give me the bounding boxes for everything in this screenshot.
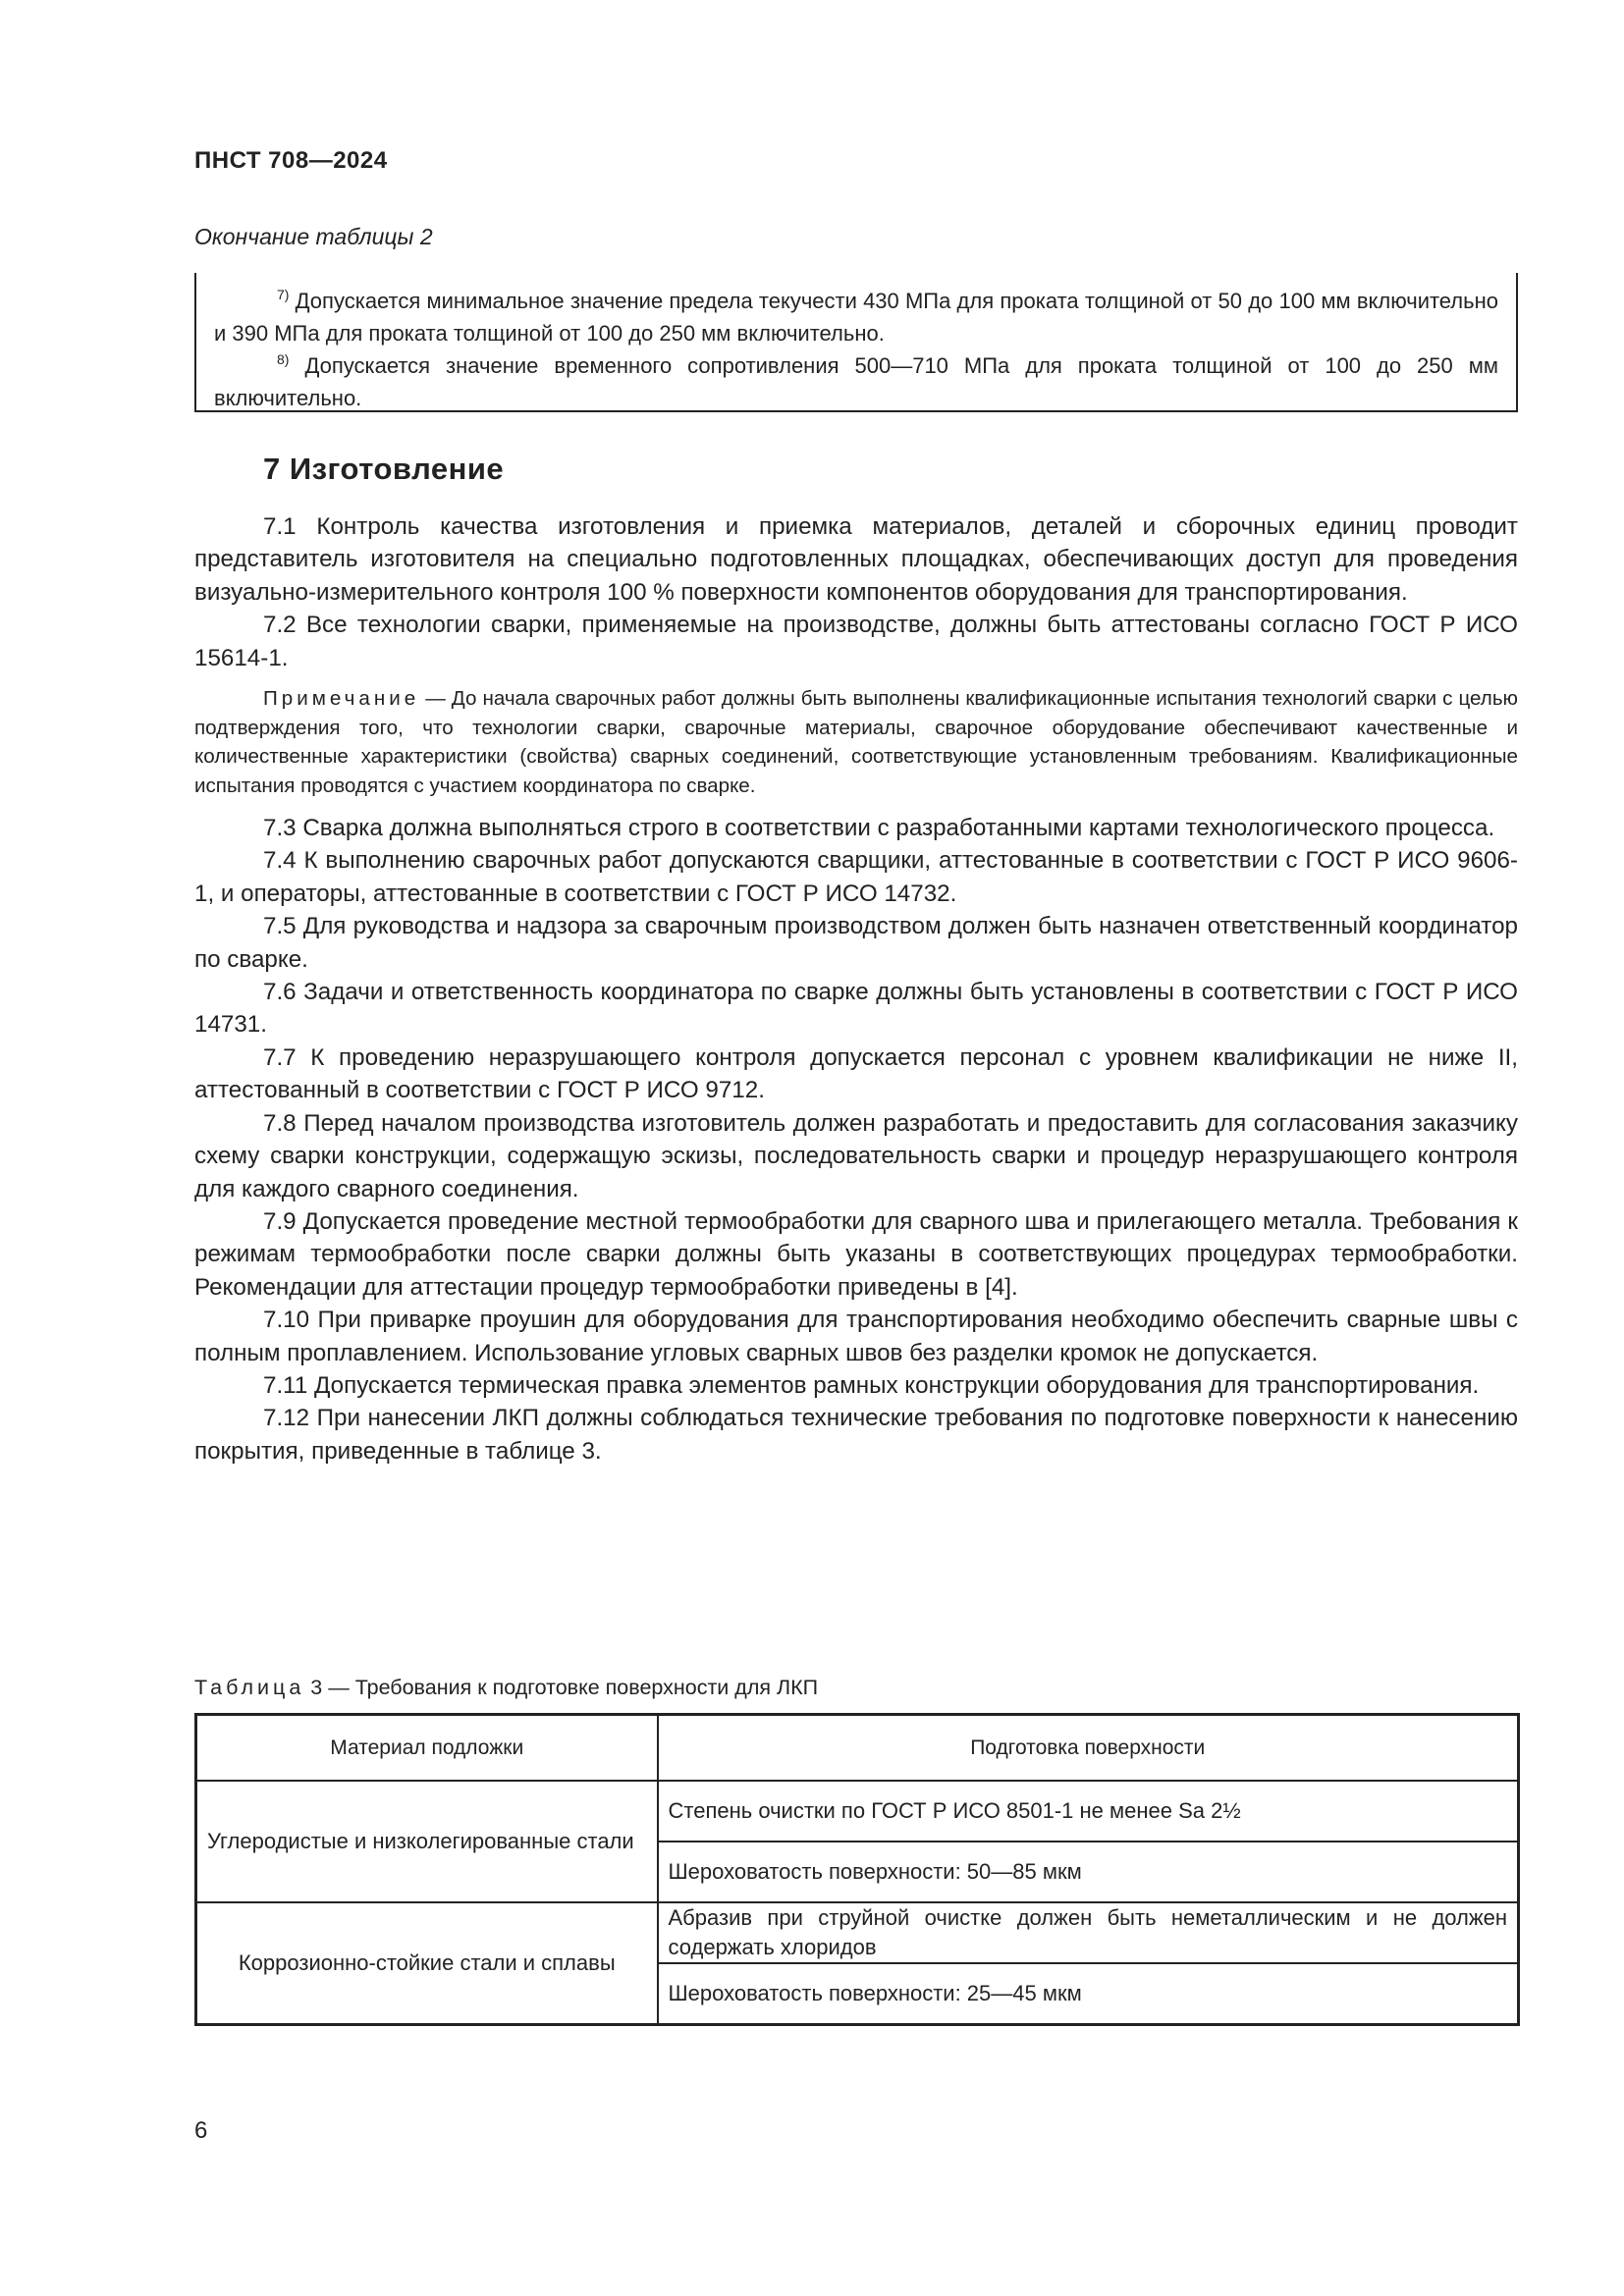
table-row (196, 1902, 1519, 1963)
table-caption-label: Таблица (194, 1676, 305, 1699)
paragraph-7-2: 7.2 Все технологии сварки, применяемые на производстве, должны быть аттестованы согласно ГОСТ Р ИСО 15614-1. (194, 612, 1518, 671)
material-cell: Углеродистые и низколегированные стали (196, 1781, 658, 1902)
footnote-text: Допускается значение временного сопротивления 500—710 МПа для проката толщиной от 100 до 250 мм включительно. (214, 353, 1498, 410)
section-title: 7 Изготовление (263, 452, 505, 486)
page-number: 6 (194, 2117, 208, 2144)
preparation-cell: Шероховатость поверхности: 50—85 мкм (658, 1842, 1519, 1902)
footnote-text: Допускается минимальное значение предела текучести 430 МПа для проката толщиной от 50 до 100 мм включительно и 390 МПа для проката толщиной от 100 до 250 мм включительно. (214, 289, 1498, 346)
table-continuation-label: Окончание таблицы 2 (194, 224, 433, 249)
paragraph-7-10: 7.10 При приварке проушин для оборудования для транспортирования необходимо обеспечить сварные швы с полным проплавлением. Использование угловых сварных швов без разделки кромок не допускается. (194, 1307, 1518, 1366)
paragraph-7-5: 7.5 Для руководства и надзора за сварочным производством должен быть назначен ответственный координатор по сварке. (194, 913, 1518, 973)
footnote-mark: 7) (277, 287, 290, 302)
paragraph-7-4: 7.4 К выполнению сварочных работ допускаются сварщики, аттестованные в соответствии с ГОСТ Р ИСО 9606-1, и операторы, аттестованные в соответствии с ГОСТ Р ИСО 14732. (194, 847, 1518, 907)
preparation-cell: Степень очистки по ГОСТ Р ИСО 8501-1 не менее Sa 2½ (658, 1781, 1519, 1842)
footnotes-box (194, 273, 1518, 412)
note-paragraph (194, 684, 1518, 800)
material-cell: Коррозионно-стойкие стали и сплавы (196, 1902, 658, 2025)
paragraph-7-11: 7.11 Допускается термическая правка элементов рамных конструкции оборудования для транспортирования. (263, 1371, 1480, 1399)
paragraph-7-3: 7.3 Сварка должна выполняться строго в соответствии с разработанными картами технологического процесса. (263, 815, 1495, 842)
footnote (214, 349, 1498, 414)
document-code: ПНСТ 708—2024 (194, 147, 388, 174)
preparation-cell: Абразив при струйной очистке должен быть неметаллическим и не должен содержать хлоридов (658, 1902, 1519, 1963)
paragraph-7-1: 7.1 Контроль качества изготовления и приемка материалов, деталей и сборочных единиц проводит представитель изготовителя на специально подготовленных площадках, обеспечивающих доступ для проведения визуально-измерительного контроля 100 % поверхности компонентов оборудования для транспортирования. (194, 513, 1518, 606)
surface-prep-table (194, 1713, 1520, 2026)
paragraph-7-12: 7.12 При нанесении ЛКП должны соблюдаться технические требования по подготовке поверхности к нанесению покрытия, приведенные в таблице 3. (194, 1405, 1518, 1465)
preparation-cell: Шероховатость поверхности: 25—45 мкм (658, 1963, 1519, 2025)
note-text: — До начала сварочных работ должны быть выполнены квалификационные испытания технологий сварки с целью подтверждения того, что технологии сварки, сварочные материалы, сварочное оборудование обеспечивают качественные и количественные характеристики (свойства) сварных соединений, соответствующие установленным требованиям. Квалификационные испытания проводятся с участием координатора по сварке. (194, 687, 1518, 797)
table-row (196, 1781, 1519, 1842)
paragraph-7-7: 7.7 К проведению неразрушающего контроля допускается персонал с уровнем квалификации не ниже II, аттестованный в соответствии с ГОСТ Р ИСО 9712. (194, 1043, 1518, 1104)
footnote (214, 285, 1498, 349)
footnote-mark: 8) (277, 351, 290, 367)
paragraph-7-9: 7.9 Допускается проведение местной термообработки для сварного шва и прилегающего металла. Требования к режимам термообработки после сварки должны быть указаны в соответствующих процедурах термообработки. Рекомендации для аттестации процедур термообработки приведены в [4]. (194, 1207, 1518, 1301)
paragraph-7-8: 7.8 Перед началом производства изготовитель должен разработать и предоставить для согласования заказчику схему сварки конструкции, содержащую эскизы, последовательность сварки и процедур неразрушающего контроля для каждого сварного соединения. (194, 1109, 1518, 1202)
table-caption (194, 1676, 818, 1700)
column-header-material: Материал подложки (196, 1715, 658, 1782)
column-header-preparation: Подготовка поверхности (658, 1715, 1519, 1782)
note-label: Примечание (263, 687, 420, 711)
table-caption-text: 3 — Требования к подготовке поверхности для ЛКП (304, 1676, 819, 1699)
paragraph-7-6: 7.6 Задачи и ответственность координатора по сварке должны быть установлены в соответствии с ГОСТ Р ИСО 14731. (194, 979, 1518, 1039)
section-body (194, 510, 1518, 1468)
